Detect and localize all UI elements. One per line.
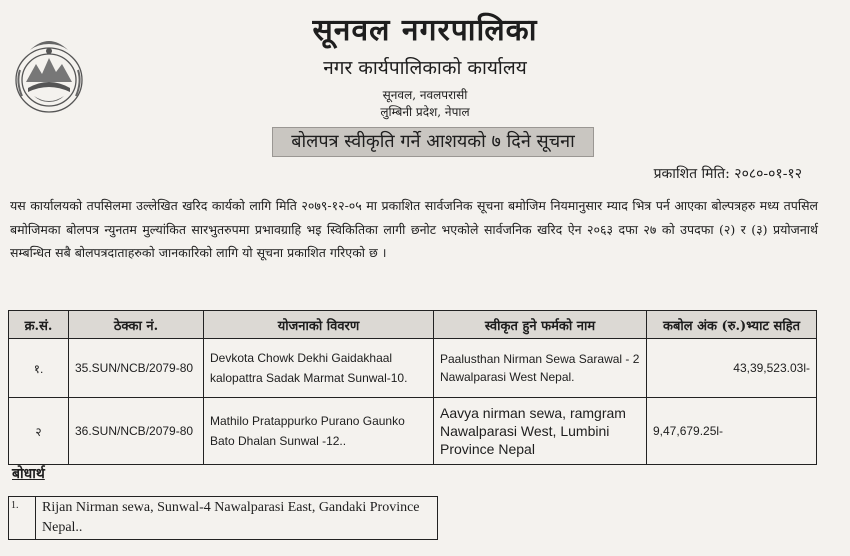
- published-date: प्रकाशित मिति: २०८०-०१-१२: [653, 166, 802, 182]
- cell-description: Devkota Chowk Dekhi Gaidakhaal kalopattra Sadak Marmat Sunwal-10.: [204, 339, 434, 398]
- table-header-row: [9, 311, 817, 339]
- cell-contract-no: 36.SUN/NCB/2079-80: [69, 398, 204, 465]
- office-name: नगर कार्यपालिकाको कार्यालय: [323, 57, 527, 79]
- cc-item-number: 1.: [9, 497, 36, 540]
- cell-firm: Aavya nirman sewa, ramgram Nawalparasi West, Lumbini Province Nepal: [434, 398, 647, 465]
- cell-amount: 43,39,523.03l-: [647, 339, 817, 398]
- cell-amount: 9,47,679.25l-: [647, 398, 817, 465]
- cc-item-text: Rijan Nirman sewa, Sunwal-4 Nawalparasi East, Gandaki Province Nepal..: [36, 497, 438, 540]
- office-address: सूनवल, नवलपरासी: [382, 88, 468, 102]
- cell-sn: १.: [9, 339, 69, 398]
- cc-label: बोधार्थ: [12, 466, 45, 482]
- municipality-title: सूनवल नगरपालिका: [312, 13, 538, 48]
- table-row: [9, 339, 817, 398]
- notice-title: बोलपत्र स्वीकृति गर्ने आशयको ७ दिने सूचना: [272, 127, 594, 157]
- office-province: लुम्बिनी प्रदेश, नेपाल: [380, 105, 470, 119]
- col-header-description: योजनाको विवरण: [204, 311, 434, 339]
- list-item: [9, 497, 438, 540]
- cell-description: Mathilo Pratappurko Purano Gaunko Bato Dhalan Sunwal -12..: [204, 398, 434, 465]
- bid-table: [8, 310, 817, 465]
- col-header-firm: स्वीकृत हुने फर्मको नाम: [434, 311, 647, 339]
- cell-sn: २: [9, 398, 69, 465]
- table-row: [9, 398, 817, 465]
- col-header-sn: क्र.सं.: [9, 311, 69, 339]
- col-header-amount: कबोल अंक (रु.)भ्याट सहित: [647, 311, 817, 339]
- col-header-contract: ठेक्का नं.: [69, 311, 204, 339]
- notice-paragraph: यस कार्यालयको तपसिलमा उल्लेखित खरिद कार्यको लागि मिति २०७९-१२-०५ मा प्रकाशित सार्वजनिक सूचना बमोजिम नियमानुसार म्याद भित्र पर्न आएका बोल्पत्रहरु मध्य तपसिल बमोजिमका बोलपत्र न्युनतम मुल्यांकित सारभुतरुपमा प्रभावग्राहि भइ स्विकितिका लागी छनोट भएकोले सार्वजनिक खरिद ऐन २०६३ दफा २७ को उपदफा (२) र (३) प्रयोजनार्थ सम्बन्धित सबै बोलपत्रदाताहरुको जानकारिको लागि यो सूचना प्रकाशित गरिएको छ ।: [10, 198, 818, 260]
- cc-table: [8, 496, 438, 540]
- cell-contract-no: 35.SUN/NCB/2079-80: [69, 339, 204, 398]
- cell-firm: Paalusthan Nirman Sewa Sarawal - 2 Nawalparasi West Nepal.: [434, 339, 647, 398]
